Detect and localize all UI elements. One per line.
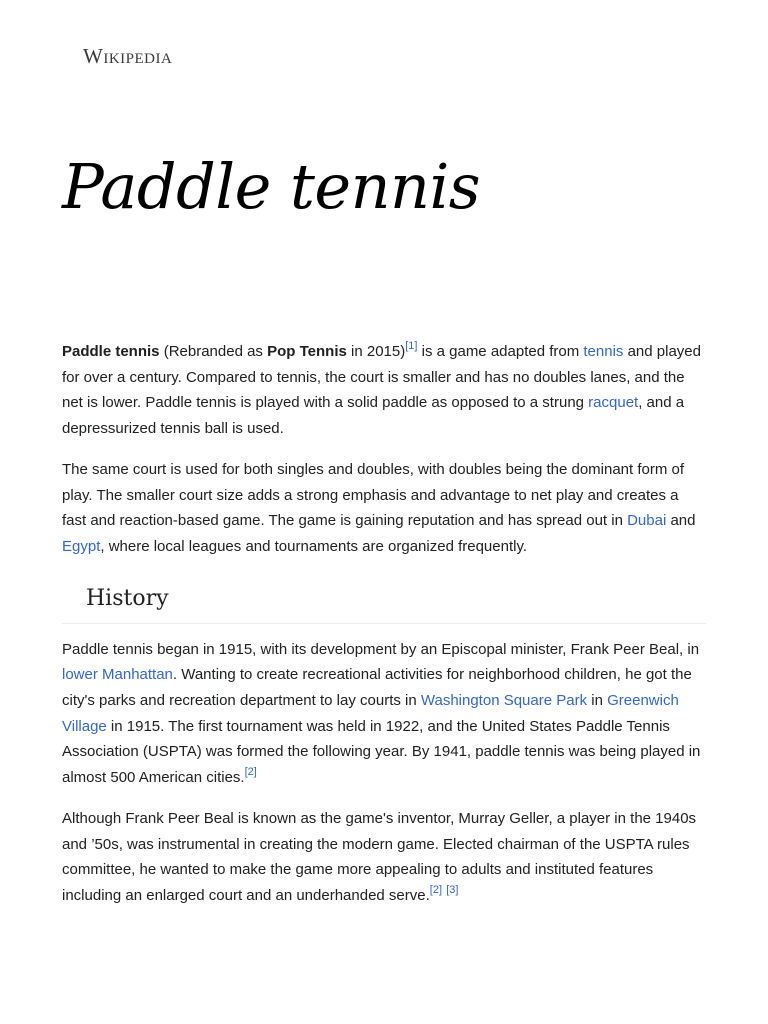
text-run: is a game adapted from <box>417 343 584 360</box>
citation-link-2[interactable]: [2] <box>429 883 443 896</box>
link-egypt[interactable]: Egypt <box>62 537 101 555</box>
section-heading-history[interactable]: History <box>62 575 706 624</box>
article-body <box>62 339 706 924</box>
text-run: The same court is used for both singles and doubles, with doubles being the dominant form of play. The smaller court size adds a strong emphasis and advantage to net play and creates a fast and reaction-based game. The game is gaining reputation and has spread out in <box>62 460 685 530</box>
intro-paragraph-1 <box>62 339 706 442</box>
citation-link-3[interactable]: [3] <box>446 883 459 896</box>
link-greenwich-village[interactable]: Greenwich Village <box>62 692 679 735</box>
link-tennis[interactable]: tennis <box>583 343 624 360</box>
citation-link-1[interactable]: [1] <box>405 340 418 352</box>
link-racquet[interactable]: racquet <box>588 394 639 412</box>
link-dubai[interactable]: Dubai <box>627 512 667 530</box>
text-run: and played for over a century. Compared to tennis, the court is smaller and has no doubles lanes, and the net is lower. Paddle tennis is played with a solid paddle as opposed to a strung <box>62 343 701 412</box>
text-run: , where local leagues and tournaments are organized frequently. <box>100 537 528 555</box>
text-run: in <box>587 692 608 710</box>
text-run: and <box>666 512 696 530</box>
wikipedia-wordmark[interactable]: Wikipedia <box>83 44 173 68</box>
intro-paragraph-2 <box>62 457 706 560</box>
text-run: Although Frank Peer Beal is known as the game's inventor, Murray Geller, a player in the 1940s and ’50s, was instrumental in creating the modern game. Elected chairman of the USPTA rules committee, he wanted to make the game more appealing to adults and instituted features including an enlarged court and an underhanded serve. <box>62 809 697 904</box>
text-run: . Wanting to create recreational activities for neighborhood children, he got the city's parks and recreation department to lay courts in <box>62 666 692 710</box>
citation-link-2[interactable]: [2] <box>244 766 257 779</box>
text-run: in 1915. The first tournament was held in 1922, and the United States Paddle Tennis Association (USPTA) was formed the following year. By 1941, paddle tennis was being played in almost 500 American cities. <box>62 717 701 787</box>
text-run: (Rebranded as <box>159 343 268 360</box>
history-paragraph-2 <box>62 806 706 909</box>
bold-term-paddle-tennis: Paddle tennis <box>62 343 160 360</box>
link-lower-manhattan[interactable]: lower Manhattan <box>62 666 173 684</box>
link-washington-square-park[interactable]: Washington Square Park <box>420 692 588 710</box>
page-title: Paddle tennis <box>62 150 481 223</box>
text-run: , and a depressurized tennis ball is used. <box>62 394 685 438</box>
history-paragraph-1 <box>62 637 706 791</box>
bold-term-pop-tennis: Pop Tennis <box>267 343 347 360</box>
text-run: Paddle tennis began in 1915, with its development by an Episcopal minister, Frank Peer Beal, in <box>62 640 700 658</box>
text-run: in 2015) <box>346 343 406 360</box>
